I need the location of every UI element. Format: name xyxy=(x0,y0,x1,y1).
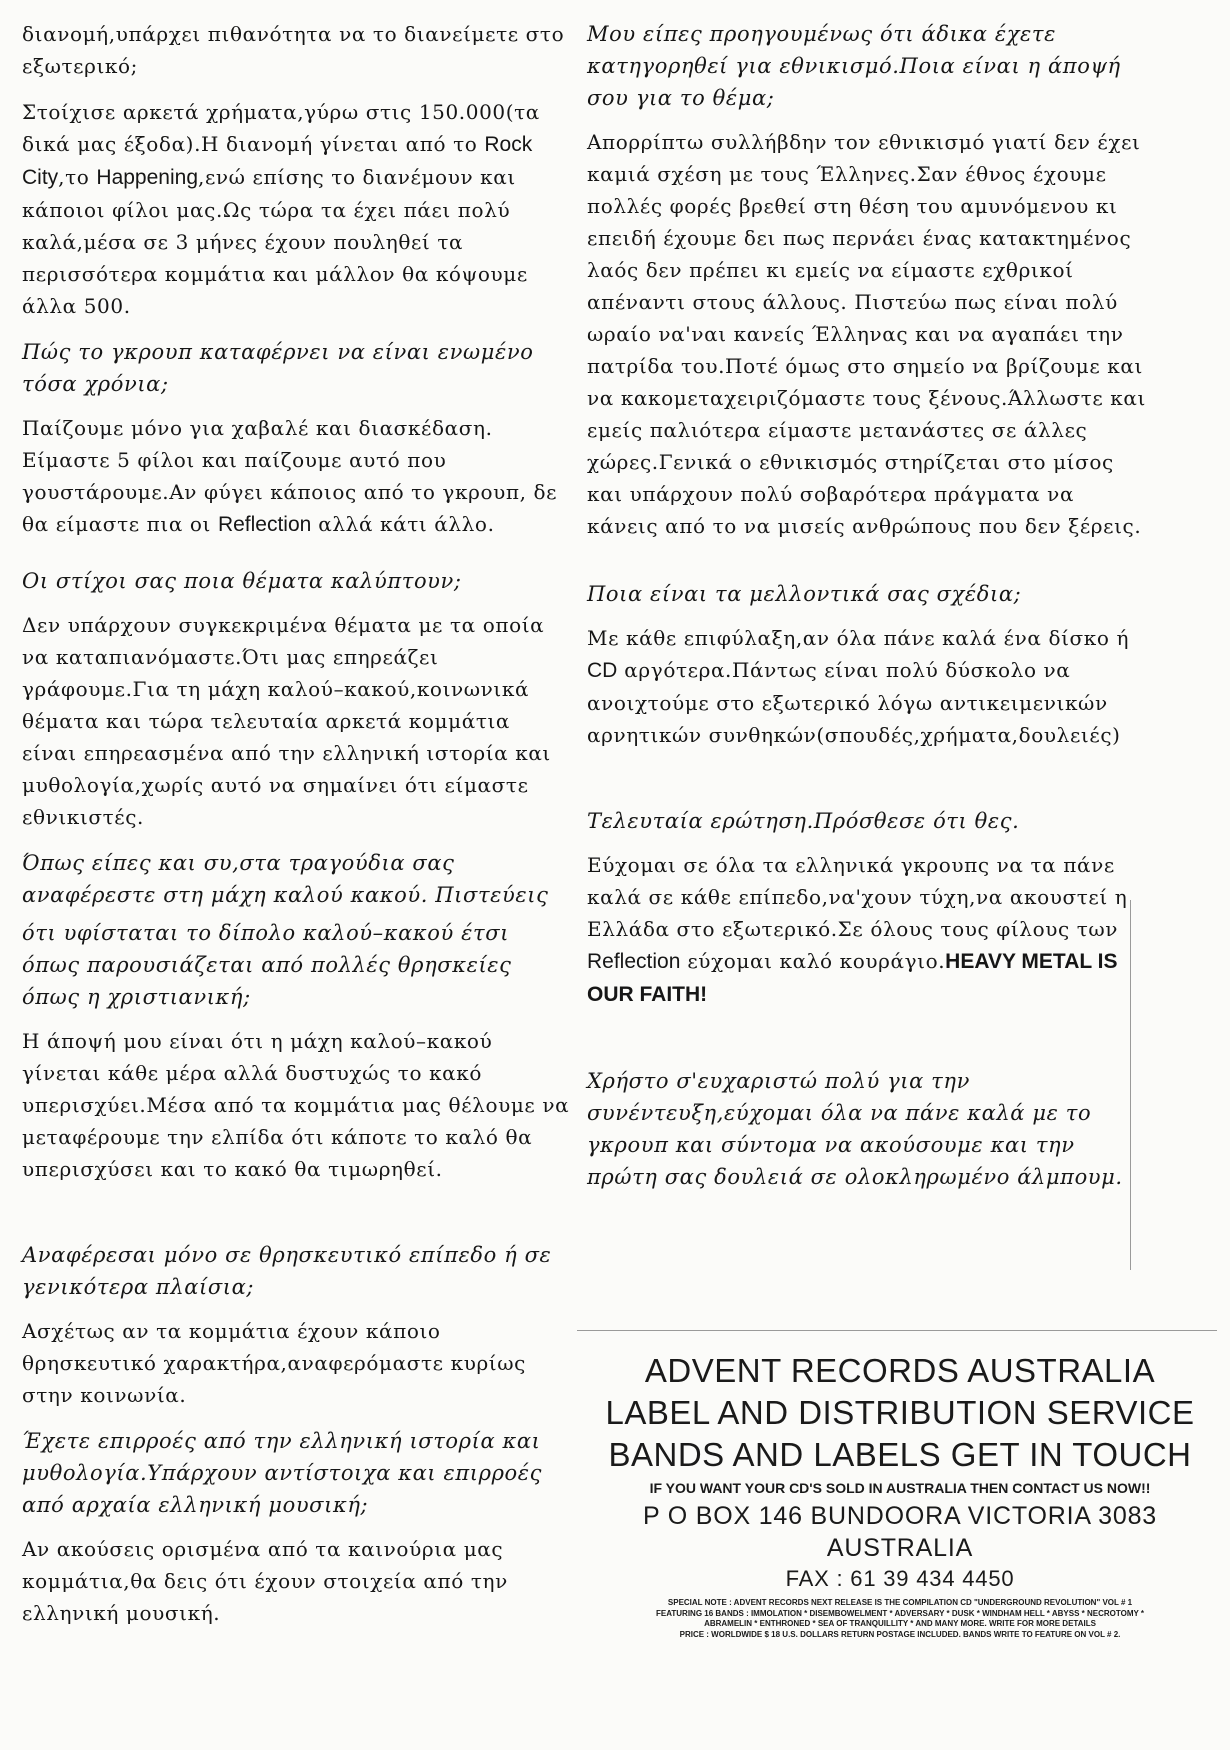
ad-note-line: FEATURING 16 BANDS : IMMOLATION * DISEMBOWELMENT * ADVERSARY * DUSK * WINDHAM HELL * ABYSS * NECROTOMY * xyxy=(655,1608,1145,1618)
question-good-evil-2: ότι υφίσταται το δίπολο καλού–κακού έτσι όπως παρουσιάζεται από πολλές θρησκείες όπως η χριστιανική; xyxy=(22,921,512,1009)
answer-nationalism: Απορρίπτω συλλήβδην τον εθνικισμό γιατί δεν έχει καμιά σχέση με τους Έλληνες.Σαν έθνος έχουμε πολλές φορές βρεθεί στη θέση του αμυνόμενου κι επειδή έχουμε δει πως περνάει ένας κατακτημένος λαός δεν πρέπει κι εμείς να είμαστε εχθρικοί απέναντι στους άλλους. Πιστεύω πως είναι πολύ ωραίο να'ναι κανείς Έλληνας και να αγαπάει την πατρίδα του.Ποτέ όμως στο σημείο να βρίζουμε και να κακομεταχειριζόμαστε τους ξένους.Άλλωστε και εμείς παλιότερα είμαστε μετανάστες σε άλλες χώρες.Γενικά ο εθνικισμός στηρίζεται στο μίσος και υπάρχουν πολύ σοβαρότερα πράγματα να κάνεις από το να μισείς ανθρώπους που δεν ξέρεις. xyxy=(587,130,1146,538)
ad-divider xyxy=(577,1330,1217,1331)
ad-service: LABEL AND DISTRIBUTION SERVICE xyxy=(605,1394,1195,1431)
advent-records-ad xyxy=(583,1350,1217,1640)
question-future-plans: Ποια είναι τα μελλοντικά σας σχέδια; xyxy=(587,582,1022,606)
ad-note-line: PRICE : WORLDWIDE $ 18 U.S. DOLLARS RETURN POSTAGE INCLUDED. BANDS WRITE TO FEATURE ON VOL # 2. xyxy=(679,1629,1121,1639)
ad-title: ADVENT RECORDS AUSTRALIA xyxy=(644,1352,1156,1389)
answer-cost xyxy=(22,96,570,322)
answer-cost-text-1: Στοίχισε αρκετά χρήματα,γύρω στις 150.000(τα δικά μας έξοδα).Η διανομή γίνεται από το xyxy=(22,100,540,156)
reflection-text-2: Reflection xyxy=(587,950,681,973)
column-rule xyxy=(1130,900,1131,1270)
left-column xyxy=(22,18,570,1643)
question-nationalism: Μου είπες προηγουμένως ότι άδικα έχετε κατηγορηθεί για εθνικισμό.Ποια είναι η άποψή σου για το θέμα; xyxy=(587,22,1121,110)
ad-get-in-touch: BANDS AND LABELS GET IN TOUCH xyxy=(608,1436,1192,1473)
answer-cost-text-2: ,το xyxy=(58,165,97,189)
answer-last xyxy=(587,849,1147,1011)
answer-future-text-2: αργότερα.Πάντως είναι πολύ δύσκολο να ανοιχτούμε στο εξωτερικό λόγω αντικειμενικών αρνητικών συνθηκών(σπουδές,χρήματα,δουλειές) xyxy=(587,658,1121,747)
question-united: Πώς το γκρουπ καταφέρνει να είναι ενωμένο τόσα χρόνια; xyxy=(22,340,534,396)
answer-last-text-1: Εύχομαι σε όλα τα ελληνικά γκρουπς να τα πάνε καλά σε κάθε επίπεδο,να'χουν τύχη,να ακουστεί η Ελλάδα στο εξωτερικό.Σε όλους τους φίλους των xyxy=(587,853,1128,941)
question-good-evil-1: Όπως είπες και συ,στα τραγούδια σας αναφέρεστε στη μάχη καλού κακού. Πιστεύεις xyxy=(22,851,549,907)
answer-united-text-1: Παίζουμε μόνο για χαβαλέ και διασκέδαση. Είμαστε 5 φίλοι και παίζουμε αυτό που γουστάρουμε.Αν φύγει κάποιος από το γκρουπ, δε θα είμαστε πια οι xyxy=(22,416,558,536)
answer-distribution-cont: διανομή,υπάρχει πιθανότητα να το διανείμετε στο εξωτερικό; xyxy=(22,22,565,78)
answer-united xyxy=(22,412,570,541)
ad-note-line: SPECIAL NOTE : ADVENT RECORDS NEXT RELEASE IS THE COMPILATION CD "UNDERGROUND REVOLUTION" VOL # 1 xyxy=(667,1598,1133,1607)
answer-good-evil: Η άποψή μου είναι ότι η μάχη καλού–κακού γίνεται κάθε μέρα αλλά δυστυχώς το κακό υπερισχύει.Μέσα από τα κομμάτια μας θέλουμε να μεταφέρουμε την ελπίδα ότι κάποτε το καλό θα υπερισχύσει και το κακό θα τιμωρηθεί. xyxy=(22,1029,570,1181)
question-lyrics: Οι στίχοι σας ποια θέματα καλύπτουν; xyxy=(22,569,462,593)
answer-future-plans xyxy=(587,622,1147,751)
ad-note-line: ABRAMELIN * ENTHRONED * SEA OF TRANQUILLITY * AND MANY MORE. WRITE FOR MORE DETAILS xyxy=(704,1619,1096,1628)
happening-text: Happening xyxy=(96,166,198,189)
question-last: Τελευταία ερώτηση.Πρόσθεσε ότι θες. xyxy=(587,809,1020,833)
answer-religious: Ασχέτως αν τα κομμάτια έχουν κάποιο θρησκευτικό χαρακτήρα,αναφερόμαστε κυρίως στην κοινωνία. xyxy=(22,1319,526,1407)
rock-city-text: Rock City xyxy=(22,133,533,189)
answer-united-text-2: αλλά κάτι άλλο. xyxy=(311,512,495,536)
answer-ancient-music: Αν ακούσεις ορισμένα από τα καινούρια μας κομμάτια,θα δεις ότι έχουν στοιχεία από την ελληνική μουσική. xyxy=(22,1537,508,1625)
ad-special-note xyxy=(583,1598,1217,1640)
heavy-metal-slogan: HEAVY METAL IS OUR FAITH! xyxy=(587,950,1118,1006)
ad-fax: FAX : 61 39 434 4450 xyxy=(785,1566,1015,1591)
answer-last-text-2: εύχομαι καλό κουράγιο. xyxy=(680,949,946,973)
closing-thanks: Χρήστο σ'ευχαριστώ πολύ για την συνέντευξη,εύχομαι όλα να πάνε καλά με το γκρουπ και σύντομα να ακούσουμε και την πρώτη σας δουλειά σε ολοκληρωμένο άλμπουμ. xyxy=(587,1069,1123,1189)
answer-future-text-1: Με κάθε επιφύλαξη,αν όλα πάνε καλά ένα δίσκο ή xyxy=(587,626,1130,650)
question-religious: Αναφέρεσαι μόνο σε θρησκευτικό επίπεδο ή σε γενικότερα πλαίσια; xyxy=(22,1243,552,1299)
cd-text: CD xyxy=(587,659,618,682)
question-ancient-music: Έχετε επιρροές από την ελληνική ιστορία και μυθολογία.Υπάρχουν αντίστοιχα και επιρροές από αρχαία ελληνική μουσική; xyxy=(22,1429,543,1517)
answer-lyrics: Δεν υπάρχουν συγκεκριμένα θέματα με τα οποία να καταπιανόμαστε.Ότι μας επηρεάζει γράφουμε.Για τη μάχη καλού–κακού,κοινωνικά θέματα και τώρα τελευταία αρκετά κομμάτια είναι επηρεασμένα από την ελληνική ιστορία και μυθολογία,χωρίς αυτό να σημαίνει ότι είμαστε εθνικιστές. xyxy=(22,613,551,829)
reflection-text: Reflection xyxy=(217,513,312,536)
ad-contact-line: IF YOU WANT YOUR CD'S SOLD IN AUSTRALIA THEN CONTACT US NOW!! xyxy=(649,1480,1151,1496)
answer-cost-text-3: ,ενώ επίσης το διανέμουν και κάποιοι φίλοι μας.Ως τώρα τα έχει πάει πολύ καλά,μέσα σε 3 μήνες έχουν πουληθεί τα περισσότερα κομμάτια και μάλλον θα κόψουμε άλλα 500. xyxy=(22,165,528,318)
right-column xyxy=(587,18,1147,1205)
ad-address: P O BOX 146 BUNDOORA VICTORIA 3083 AUSTRALIA xyxy=(643,1502,1157,1562)
